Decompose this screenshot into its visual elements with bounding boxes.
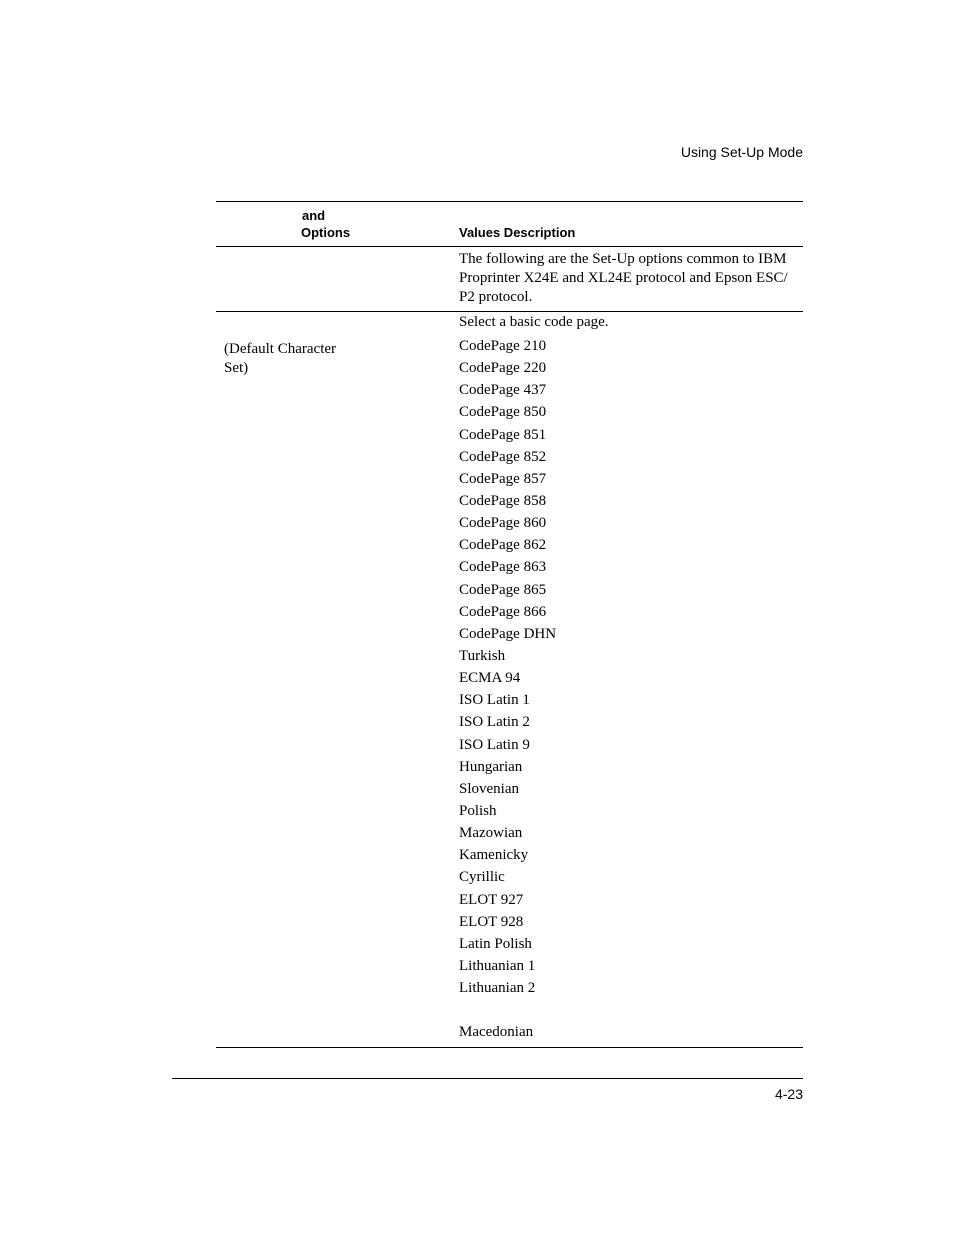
- value-item: Hungarian: [459, 758, 523, 775]
- value-item: CodePage 860: [459, 515, 547, 532]
- option-label: [224, 340, 336, 378]
- intro-paragraph: [459, 250, 788, 307]
- intro-line: The following are the Set-Up options common to IBM: [459, 251, 787, 267]
- option-label-line2: Set): [224, 360, 249, 376]
- value-item: Turkish: [459, 647, 506, 664]
- value-item: Kamenicky: [459, 847, 529, 864]
- value-item-last: Macedonian: [459, 1024, 534, 1040]
- value-item: ECMA 94: [459, 670, 521, 687]
- intro-bottom-rule: [216, 311, 803, 312]
- value-item: Polish: [459, 802, 497, 819]
- value-item: CodePage 862: [459, 537, 547, 554]
- value-item: CodePage 866: [459, 603, 547, 620]
- value-item: ISO Latin 9: [459, 736, 530, 753]
- value-item: CodePage 437: [459, 382, 547, 399]
- value-item: CodePage 857: [459, 470, 547, 487]
- value-item: Mazowian: [459, 825, 523, 842]
- value-item: CodePage 850: [459, 404, 547, 421]
- column-header-left-line1: and: [302, 208, 326, 223]
- value-item: Cyrillic: [459, 869, 505, 886]
- value-item: CodePage 865: [459, 581, 547, 598]
- value-item: ELOT 928: [459, 913, 524, 930]
- value-item: Latin Polish: [459, 935, 532, 952]
- value-item: Lithuanian 1: [459, 957, 536, 974]
- value-item: CodePage 851: [459, 426, 547, 443]
- table-bottom-rule: [216, 1047, 803, 1048]
- value-item: ISO Latin 1: [459, 692, 530, 709]
- value-item: ISO Latin 2: [459, 714, 530, 731]
- option-label-line1: (Default Character: [224, 341, 337, 357]
- running-header: Using Set-Up Mode: [680, 144, 803, 160]
- value-item: CodePage 210: [459, 338, 547, 354]
- intro-line: P2 protocol.: [459, 289, 533, 305]
- value-item: CodePage DHN: [459, 625, 557, 642]
- value-item: CodePage 863: [459, 559, 547, 576]
- value-item: CodePage 852: [459, 448, 547, 465]
- table-top-rule: [216, 201, 803, 202]
- value-item: CodePage 858: [459, 492, 547, 509]
- value-item: Lithuanian 2: [459, 980, 536, 997]
- section-description: Select a basic code page.: [459, 314, 609, 330]
- column-header-left-line2: Options: [301, 225, 351, 240]
- value-item: ELOT 927: [459, 891, 524, 908]
- value-item: Slovenian: [459, 780, 519, 797]
- column-header-right: Values Description: [459, 225, 576, 240]
- footer-rule: [172, 1078, 803, 1079]
- page-number: 4-23: [774, 1086, 803, 1102]
- intro-line: Proprinter X24E and XL24E protocol and Epson ESC/: [459, 270, 788, 286]
- code-page-values-list: [459, 337, 556, 1001]
- header-bottom-rule: [216, 246, 803, 247]
- value-item: CodePage 220: [459, 360, 547, 377]
